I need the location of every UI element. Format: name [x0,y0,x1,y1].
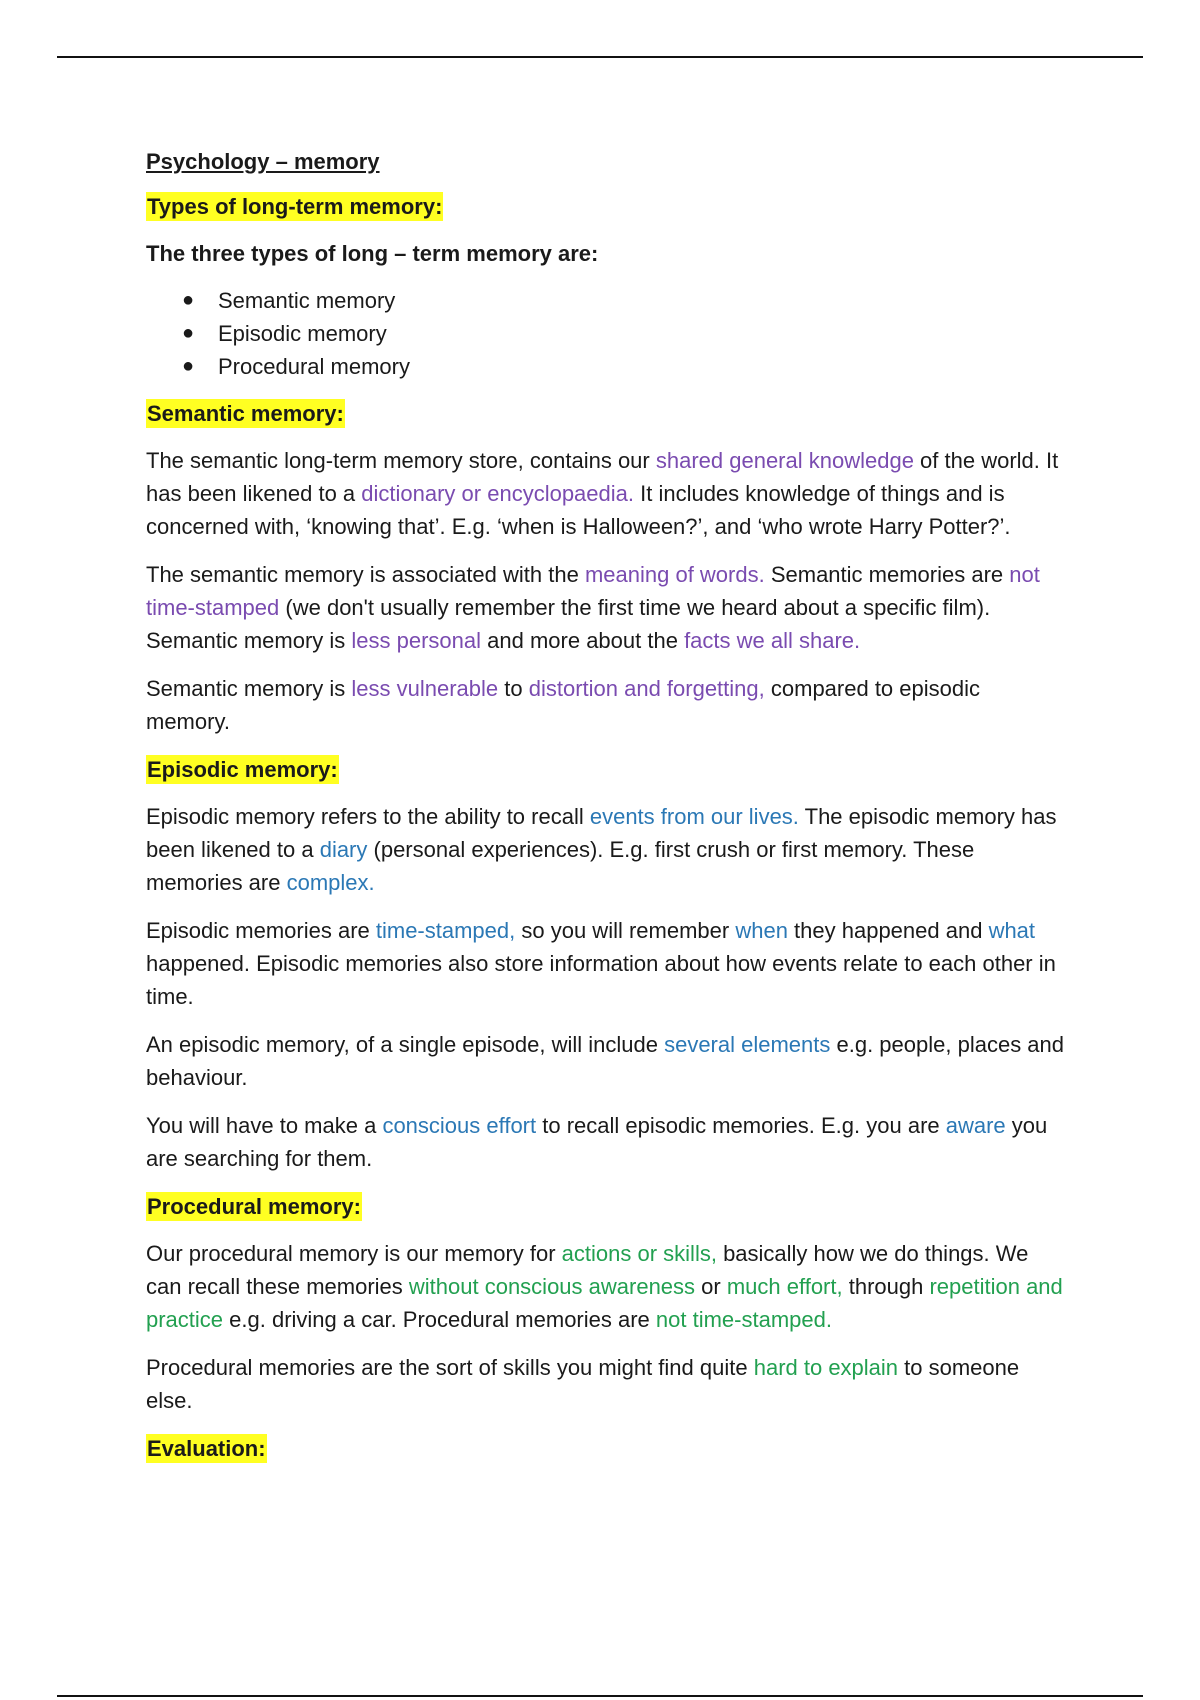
semantic-section [146,444,1066,738]
key-phrase: not time-stamped [146,562,1040,620]
key-phrase: diary [319,837,368,862]
heading-types [146,190,1066,223]
paragraph-text: e.g. driving a car. Procedural memories are [223,1307,656,1332]
page-title: Psychology – memory [146,149,380,174]
key-phrase: events from our lives. [589,804,799,829]
bottom-page-rule [57,1695,1143,1697]
key-phrase: repetition and practice [146,1274,1063,1332]
episodic-paragraph [146,914,1066,1013]
paragraph-text: Episodic memory refers to the ability to recall [146,804,590,829]
paragraph-text: you are searching for them. [146,1113,1048,1171]
procedural-paragraph [146,1237,1066,1336]
procedural-paragraph [146,1351,1066,1417]
semantic-paragraph [146,444,1066,543]
paragraph-text: of the world. It has been likened to a [146,448,1059,506]
list-item [182,317,1066,350]
key-phrase: when [735,918,788,943]
paragraph-text: or [695,1274,727,1299]
paragraph-text: Semantic memories are [764,562,1010,587]
heading-episodic-text: Episodic memory: [147,757,338,782]
heading-types-text: Types of long-term memory: [147,194,443,219]
episodic-section [146,800,1066,1175]
episodic-paragraph [146,1109,1066,1175]
list-item-label: Procedural memory [218,354,410,379]
key-phrase: distortion and forgetting, [528,676,765,701]
list-item-label: Episodic memory [218,321,387,346]
episodic-paragraph [146,800,1066,899]
paragraph-text: The semantic memory is associated with the [146,562,585,587]
paragraph-text: Procedural memories are the sort of skills you might find quite [146,1355,754,1380]
top-page-rule [57,56,1143,58]
key-phrase: less vulnerable [351,676,499,701]
key-phrase: conscious effort [382,1113,537,1138]
paragraph-text: through [842,1274,930,1299]
heading-evaluation [146,1432,1066,1465]
paragraph-text: (personal experiences). E.g. first crush or first memory. These memories are [146,837,975,895]
paragraph-text: to [498,676,529,701]
semantic-paragraph [146,672,1066,738]
paragraph-text: they happened and [787,918,989,943]
paragraph-text: Episodic memories are [146,918,376,943]
paragraph-text: to recall episodic memories. E.g. you are [536,1113,946,1138]
paragraph-text: Semantic memory is [146,676,352,701]
key-phrase: several elements [664,1032,831,1057]
list-item-label: Semantic memory [218,288,396,313]
paragraph-text: It includes knowledge of things and is concerned with, ‘knowing that’. E.g. ‘when is Halloween?’, and ‘who wrote Harry Potter?’. [146,481,1011,539]
list-item [182,284,1066,317]
paragraph-text: An episodic memory, of a single episode, will include [146,1032,665,1057]
heading-semantic [146,397,1066,430]
key-phrase: what [988,918,1036,943]
episodic-paragraph [146,1028,1066,1094]
paragraph-text: Our procedural memory is our memory for [146,1241,562,1266]
memory-types-list [146,284,1066,383]
paragraph-text: The semantic long-term memory store, contains our [146,448,656,473]
key-phrase: time-stamped, [375,918,516,943]
paragraph-text: (we don't usually remember the first time we heard about a specific film). Semantic memory is [146,595,991,653]
paragraph-text: happened. Episodic memories also store information about how events relate to each other in time. [146,951,1056,1009]
paragraph-text: and more about the [481,628,685,653]
heading-semantic-text: Semantic memory: [147,401,344,426]
heading-evaluation-text: Evaluation: [147,1436,266,1461]
key-phrase: less personal [351,628,482,653]
key-phrase: without conscious awareness [408,1274,696,1299]
bullet-icon: ● [182,289,195,311]
heading-episodic [146,753,1066,786]
key-phrase: actions or skills, [561,1241,717,1266]
semantic-paragraph [146,558,1066,657]
bullet-icon: ● [182,355,195,377]
key-phrase: complex. [286,870,375,895]
paragraph-text: compared to episodic memory. [146,676,980,734]
paragraph-text: You will have to make a [146,1113,383,1138]
document-body [146,145,1066,1479]
key-phrase: facts we all share. [684,628,861,653]
paragraph-text: to someone else. [146,1355,1020,1413]
heading-procedural [146,1190,1066,1223]
procedural-section [146,1237,1066,1417]
heading-procedural-text: Procedural memory: [147,1194,361,1219]
key-phrase: hard to explain [753,1355,899,1380]
key-phrase: shared general knowledge [655,448,914,473]
paragraph-text: The episodic memory has been likened to a [146,804,1057,862]
paragraph-text: so you will remember [515,918,736,943]
key-phrase: much effort, [726,1274,843,1299]
list-item [182,350,1066,383]
subheading: The three types of long – term memory are: [146,241,599,266]
key-phrase: meaning of words. [584,562,765,587]
key-phrase: dictionary or encyclopaedia. [361,481,634,506]
key-phrase: not time-stamped. [655,1307,832,1332]
bullet-icon: ● [182,322,195,344]
key-phrase: aware [945,1113,1006,1138]
paragraph-text: basically how we do things. We can recall these memories [146,1241,1029,1299]
paragraph-text: e.g. people, places and behaviour. [146,1032,1065,1090]
